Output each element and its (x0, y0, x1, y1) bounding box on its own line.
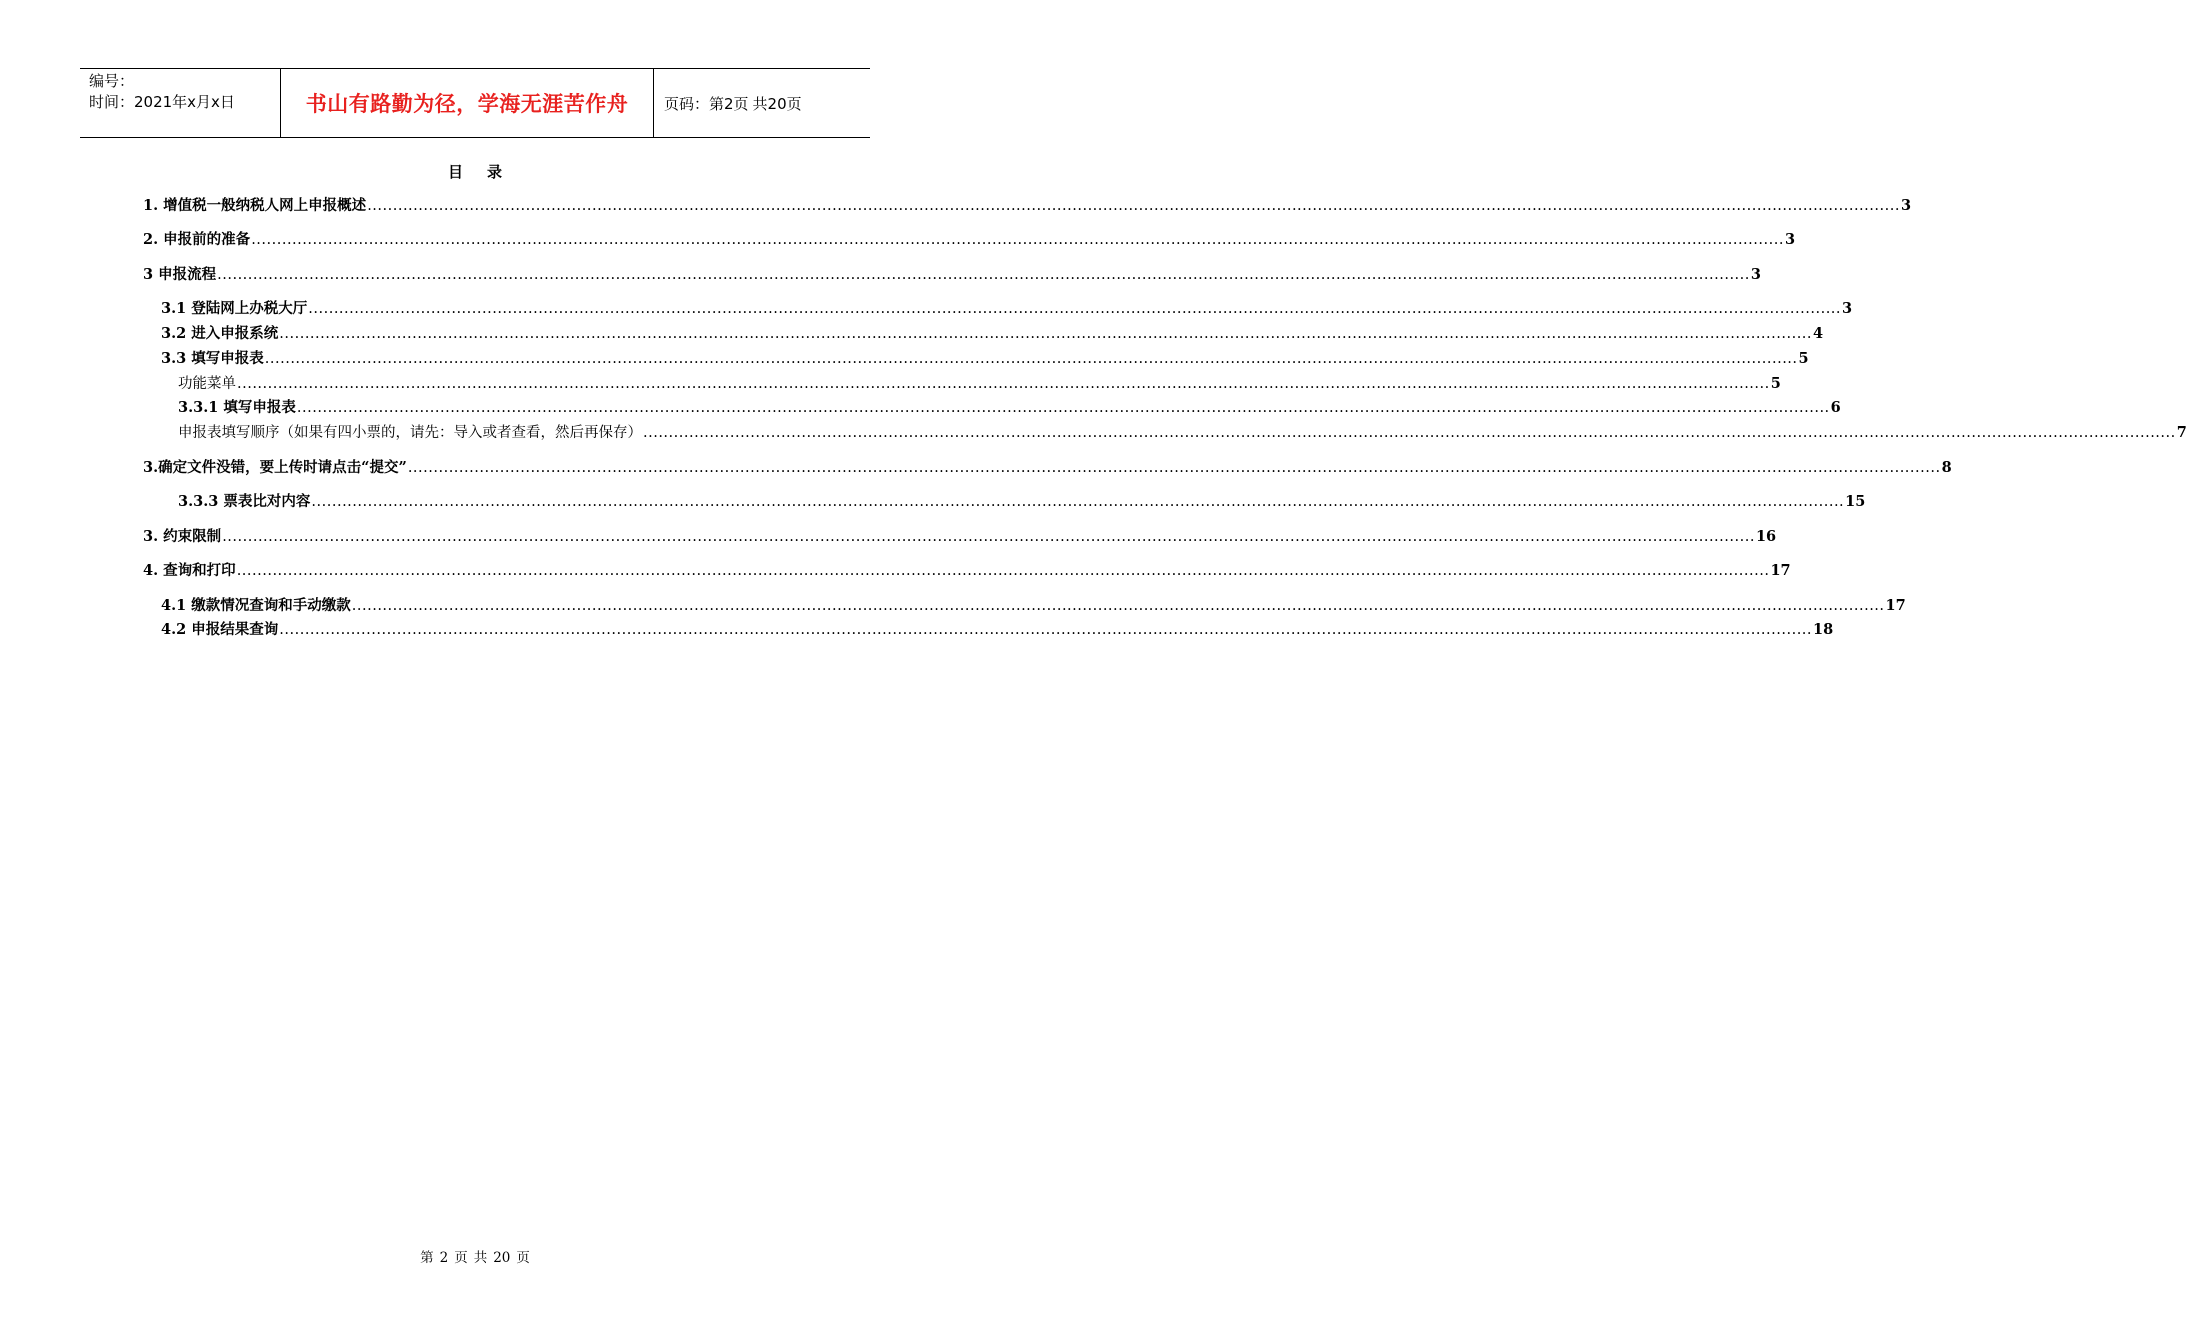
toc-entry[interactable]: 3.1 登陆网上办税大厅 ............................................................................................................................................................................................................................................................................................................ 3 (161, 300, 1853, 317)
toc-entry[interactable]: 3. 约束限制 ............................................................................................................................................................................................................................................................................................................ 16 (143, 528, 1777, 545)
page-header (80, 68, 870, 138)
toc-entry[interactable]: 3 申报流程 ............................................................................................................................................................................................................................................................................................................ 3 (143, 266, 1761, 283)
header-meta (80, 69, 281, 137)
toc-entry[interactable]: 3.3 填写申报表 ............................................................................................................................................................................................................................................................................................................ 5 (161, 350, 1809, 367)
toc-entry[interactable]: 3.3.1 填写申报表 ............................................................................................................................................................................................................................................................................................................ 6 (178, 399, 1841, 416)
header-page-label: 页码：第2页 (664, 94, 749, 113)
toc-entry[interactable]: 功能菜单 ............................................................................................................................................................................................................................................................................................................ 5 (178, 375, 1781, 392)
page-footer: 第 2 页 共 20 页 (420, 1250, 530, 1266)
toc-title: 目 录 (447, 163, 503, 181)
toc-entry[interactable]: 3.确定文件没错，要上传时请点击“提交” ............................................................................................................................................................................................................................................................................................................ 8 (143, 459, 1952, 476)
footer-page-total: 20 (493, 1250, 511, 1266)
header-motto: 书山有路勤为径，学海无涯苦作舟 (305, 92, 629, 116)
footer-page-number: 2 (439, 1250, 449, 1266)
header-page-total: 共20页 (752, 94, 802, 113)
header-motto-cell (281, 69, 654, 137)
toc-entry[interactable]: 申报表填写顺序（如果有四小票的，请先：导入或者查看，然后再保存） ............................................................................................................................................................................................................................................................................................................ 7 (178, 424, 2187, 441)
toc-entry[interactable]: 3.3.3 票表比对内容 ............................................................................................................................................................................................................................................................................................................ 15 (178, 493, 1866, 510)
doc-number-label: 编号： (89, 72, 135, 90)
doc-time-label: 时间：2021年x月x日 (89, 93, 235, 111)
toc-entry[interactable]: 4. 查询和打印 ............................................................................................................................................................................................................................................................................................................ 17 (143, 562, 1791, 579)
toc-entry[interactable]: 3.2 进入申报系统 ............................................................................................................................................................................................................................................................................................................ 4 (161, 325, 1824, 342)
toc-entry[interactable]: 4.2 申报结果查询 ............................................................................................................................................................................................................................................................................................................ 18 (161, 621, 1834, 638)
toc-entry[interactable]: 1. 增值税一般纳税人网上申报概述 ............................................................................................................................................................................................................................................................................................................ 3 (143, 197, 1912, 214)
toc-entry[interactable]: 4.1 缴款情况查询和手动缴款 ............................................................................................................................................................................................................................................................................................................ 17 (161, 597, 1906, 614)
header-page-info (654, 69, 870, 137)
toc-entry[interactable]: 2. 申报前的准备 ............................................................................................................................................................................................................................................................................................................ 3 (143, 231, 1796, 248)
